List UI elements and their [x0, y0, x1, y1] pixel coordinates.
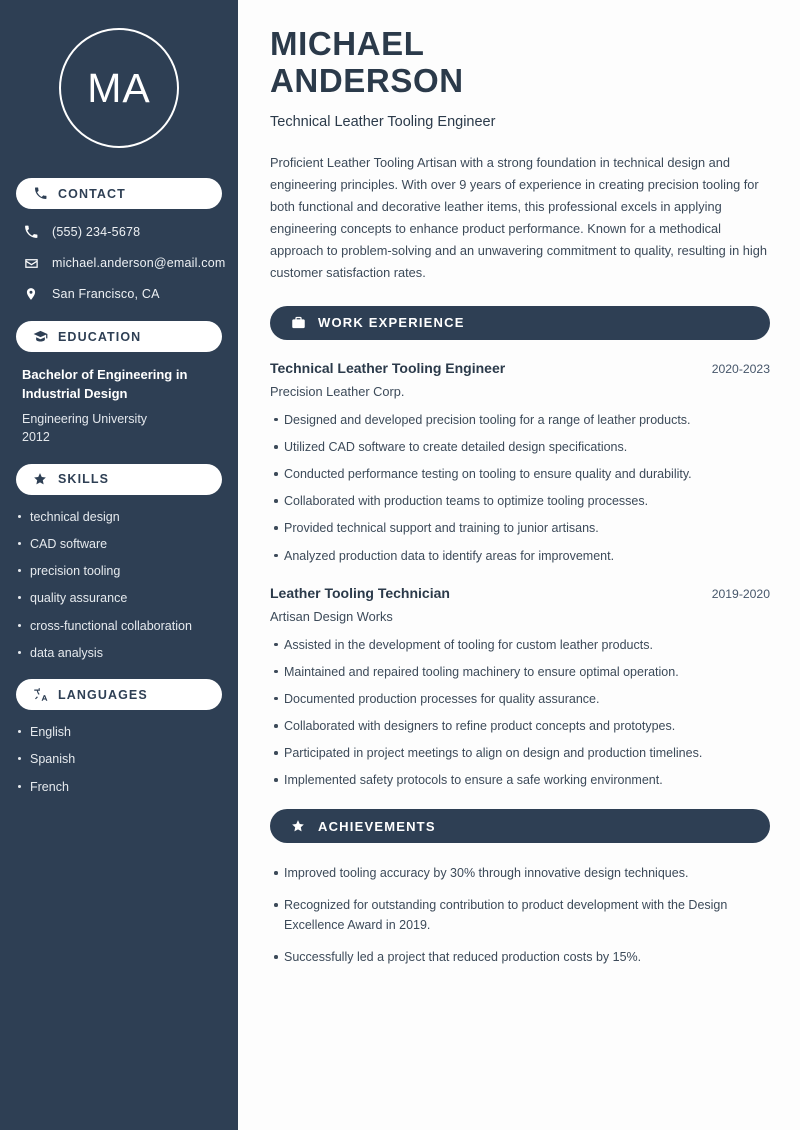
list-item: CAD software [30, 536, 216, 552]
sidebar-section-header-languages [16, 679, 222, 710]
experience-company: Precision Leather Corp. [270, 383, 405, 399]
sidebar-section-label: EDUCATION [58, 329, 142, 344]
graduation-cap-icon [32, 329, 48, 345]
section-header-work-experience [270, 306, 770, 340]
sidebar-section-label: SKILLS [58, 472, 110, 487]
list-item: quality assurance [30, 590, 216, 606]
briefcase-icon [290, 315, 306, 331]
achievements-list [270, 863, 770, 967]
page-title [270, 26, 770, 100]
experience-company: Artisan Design Works [270, 608, 393, 624]
list-item: Provided technical support and training to junior artisans. [284, 519, 770, 537]
contact-email [16, 254, 226, 272]
star-icon [290, 818, 306, 834]
experience-header [270, 360, 770, 376]
sidebar-section-header-contact [16, 178, 222, 209]
monogram-initials: MA [59, 28, 179, 148]
experience-position: Leather Tooling Technician [270, 584, 450, 601]
list-item: Collaborated with production teams to optimize tooling processes. [284, 492, 770, 510]
sidebar-section-label: CONTACT [58, 186, 126, 201]
professional-summary: Proficient Leather Tooling Artisan with a strong foundation in technical design and engineering principles. With over 9 years of experience in creating precision tooling for both functional and decorative leather items, this professional excels in applying engineering concepts to enhance product performance. Known for a methodical approach to problem-solving and an unwavering commitment to quality, resulting in high customer satisfaction rates. [270, 154, 767, 280]
experience-dates: 2019-2020 [711, 586, 770, 601]
contact-location [16, 285, 222, 303]
avatar [0, 28, 238, 148]
experience-position: Technical Leather Tooling Engineer [270, 359, 506, 376]
headline-job-title: Technical Leather Tooling Engineer [270, 113, 496, 130]
list-item: Designed and developed precision tooling for a range of leather products. [284, 411, 770, 429]
skills-list [0, 509, 238, 662]
star-icon [32, 471, 48, 487]
education-year: 2012 [22, 429, 50, 444]
section-label: WORK EXPERIENCE [318, 315, 465, 331]
list-item: French [30, 779, 216, 795]
list-item: Documented production processes for quality assurance. [284, 690, 770, 708]
list-item: Improved tooling accuracy by 30% through innovative design techniques. [284, 863, 762, 883]
phone-icon [22, 223, 40, 241]
envelope-icon [22, 254, 40, 272]
list-item: Spanish [30, 751, 216, 767]
sidebar-section-header-skills [16, 464, 222, 495]
section-header-achievements [270, 809, 770, 843]
phone-icon [32, 186, 48, 202]
experience-bullets [270, 411, 770, 565]
contact-phone-value: (555) 234-5678 [52, 225, 141, 239]
experience-dates: 2020-2023 [711, 361, 770, 376]
experience-item [270, 360, 770, 565]
contact-list [0, 223, 238, 303]
list-item: English [30, 724, 216, 740]
list-item: Utilized CAD software to create detailed design specifications. [284, 438, 770, 456]
last-name: ANDERSON [270, 61, 464, 99]
list-item: Recognized for outstanding contribution to product development with the Design Excellence Award in 2019. [284, 895, 762, 935]
list-item: Implemented safety protocols to ensure a safe working environment. [284, 771, 770, 789]
contact-phone [16, 223, 222, 241]
first-name: MICHAEL [270, 25, 425, 62]
list-item: Successfully led a project that reduced production costs by 15%. [284, 947, 762, 967]
list-item: Collaborated with designers to refine product concepts and prototypes. [284, 717, 770, 735]
education-block [0, 366, 238, 444]
experience-bullets [270, 636, 770, 790]
section-label: ACHIEVEMENTS [318, 818, 436, 834]
list-item: precision tooling [30, 563, 216, 579]
experience-item [270, 585, 770, 790]
main-content [238, 0, 800, 1130]
list-item: data analysis [30, 645, 216, 661]
sidebar-section-header-education [16, 321, 222, 352]
list-item: Assisted in the development of tooling for custom leather products. [284, 636, 770, 654]
education-school: Engineering University [22, 411, 148, 426]
list-item: cross-functional collaboration [30, 618, 216, 634]
contact-location-value: San Francisco, CA [52, 287, 160, 301]
list-item: Maintained and repaired tooling machinery to ensure optimal operation. [284, 663, 770, 681]
sidebar-section-label: LANGUAGES [58, 687, 148, 702]
languages-list [0, 724, 238, 795]
list-item: Participated in project meetings to align on design and production timelines. [284, 744, 770, 762]
list-item: Conducted performance testing on tooling to ensure quality and durability. [284, 465, 770, 483]
list-item: technical design [30, 509, 216, 525]
contact-email-value: michael.anderson@email.com [52, 256, 226, 270]
education-degree: Bachelor of Engineering in Industrial Design [22, 367, 188, 401]
experience-header [270, 585, 770, 601]
list-item: Analyzed production data to identify areas for improvement. [284, 547, 770, 565]
sidebar [0, 0, 238, 1130]
location-pin-icon [22, 285, 40, 303]
languages-icon [32, 687, 48, 703]
